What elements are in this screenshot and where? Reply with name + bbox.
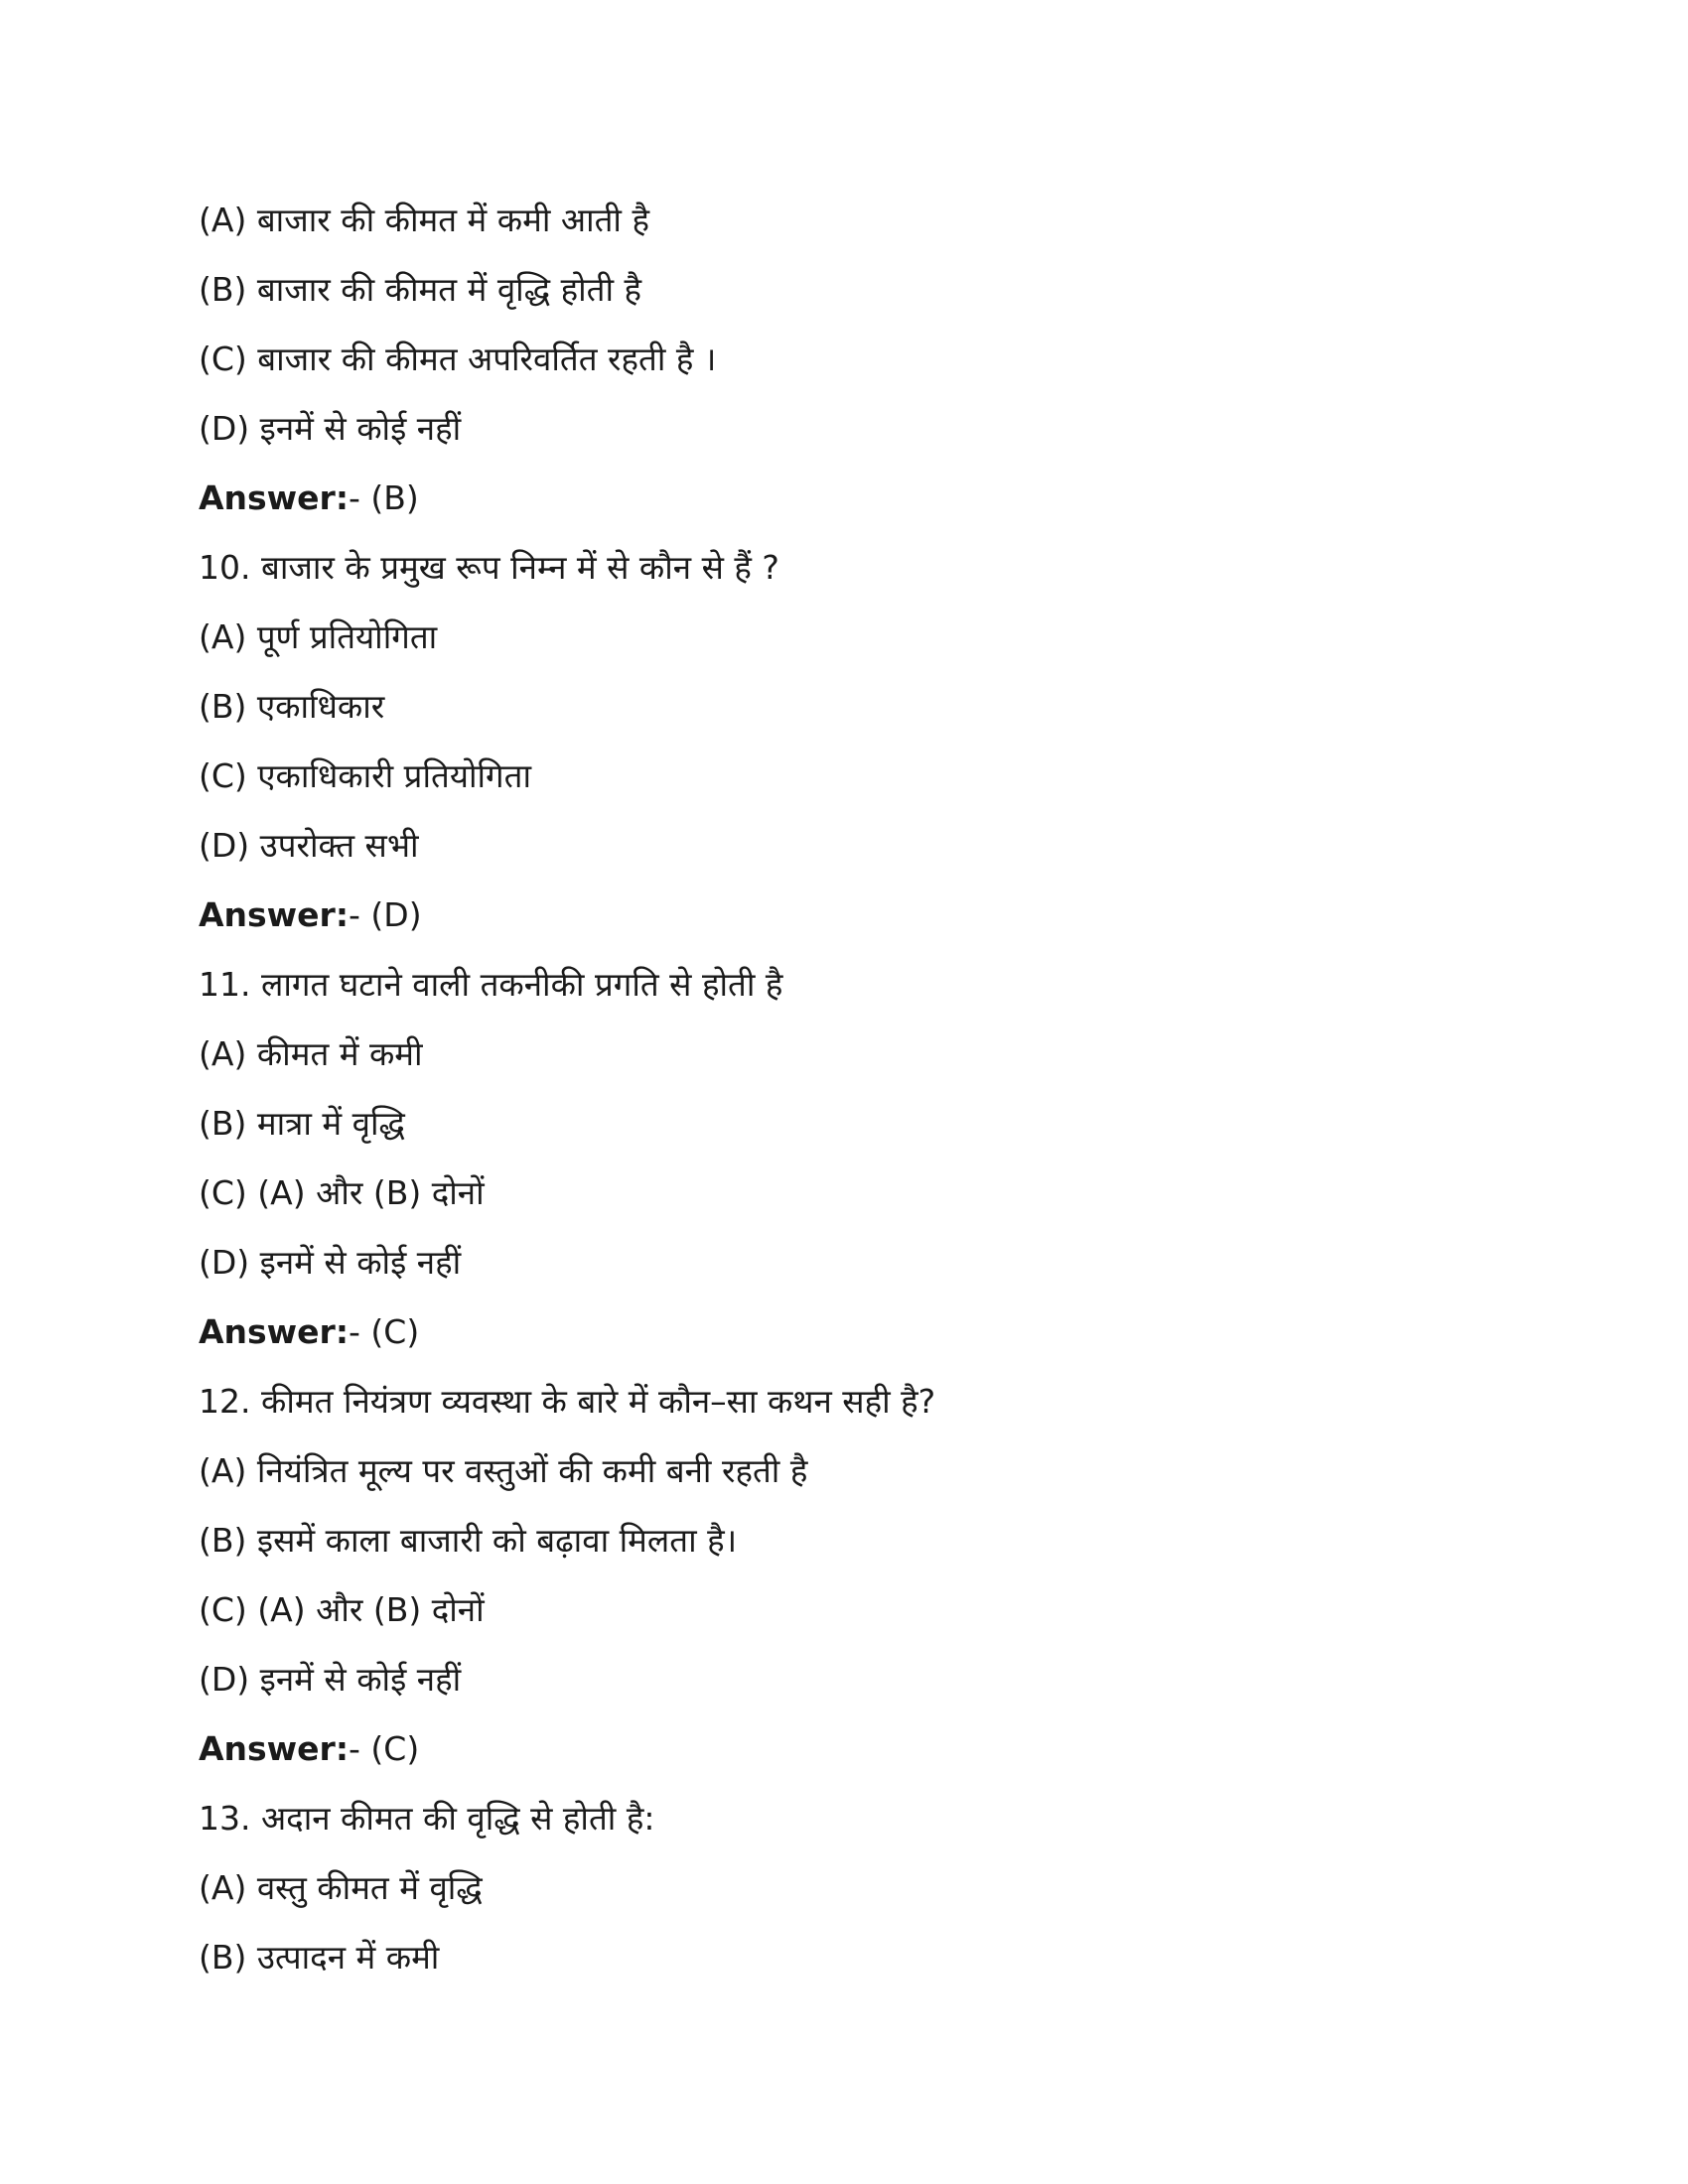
answer-label: Answer: bbox=[199, 1312, 350, 1351]
answer-label: Answer: bbox=[199, 895, 350, 934]
option-d: (D) उपरोक्त सभी bbox=[199, 826, 419, 865]
answer-value: - (C) bbox=[349, 1729, 420, 1768]
option-b: (B) मात्रा में वृद्धि bbox=[199, 1104, 405, 1143]
option-a: (A) बाजार की कीमत में कमी आती है bbox=[199, 201, 649, 239]
answer-line bbox=[199, 471, 1489, 540]
option-d: (D) इनमें से कोई नहीं bbox=[199, 1243, 462, 1282]
answer-value: - (B) bbox=[349, 478, 419, 517]
question-12: 12. कीमत नियंत्रण व्यवस्था के बारे में कौन–सा कथन सही है? bbox=[199, 1382, 936, 1421]
answer-label: Answer: bbox=[199, 1729, 350, 1768]
question-11: 11. लागत घटाने वाली तकनीकी प्रगति से होती है bbox=[199, 965, 783, 1004]
option-d: (D) इनमें से कोई नहीं bbox=[199, 409, 462, 448]
answer-line bbox=[199, 887, 1489, 957]
option-a: (A) नियंत्रित मूल्य पर वस्तुओं की कमी बनी रहती है bbox=[199, 1451, 808, 1490]
answer-line bbox=[199, 1721, 1489, 1791]
question-13: 13. अदान कीमत की वृद्धि से होती है: bbox=[199, 1799, 655, 1838]
option-c: (C) बाजार की कीमत अपरिवर्तित रहती है । bbox=[199, 340, 717, 378]
option-b: (B) एकाधिकार bbox=[199, 687, 385, 726]
option-c: (C) (A) और (B) दोनों bbox=[199, 1590, 485, 1629]
answer-label: Answer: bbox=[199, 478, 350, 517]
option-c: (C) (A) और (B) दोनों bbox=[199, 1173, 485, 1212]
option-b: (B) उत्पादन में कमी bbox=[199, 1938, 440, 1977]
option-b: (B) बाजार की कीमत में वृद्धि होती है bbox=[199, 270, 642, 309]
option-b: (B) इसमें काला बाजारी को बढ़ावा मिलता है। bbox=[199, 1521, 738, 1560]
option-a: (A) कीमत में कमी bbox=[199, 1034, 423, 1073]
question-10: 10. बाजार के प्रमुख रूप निम्न में से कौन से हैं ? bbox=[199, 548, 779, 587]
answer-value: - (D) bbox=[349, 895, 422, 934]
answer-line bbox=[199, 1304, 1489, 1374]
document-page bbox=[199, 193, 1489, 1999]
option-d: (D) इनमें से कोई नहीं bbox=[199, 1660, 462, 1699]
option-a: (A) वस्तु कीमत में वृद्धि bbox=[199, 1868, 483, 1907]
answer-value: - (C) bbox=[349, 1312, 420, 1351]
option-a: (A) पूर्ण प्रतियोगिता bbox=[199, 617, 438, 656]
option-c: (C) एकाधिकारी प्रतियोगिता bbox=[199, 756, 531, 795]
